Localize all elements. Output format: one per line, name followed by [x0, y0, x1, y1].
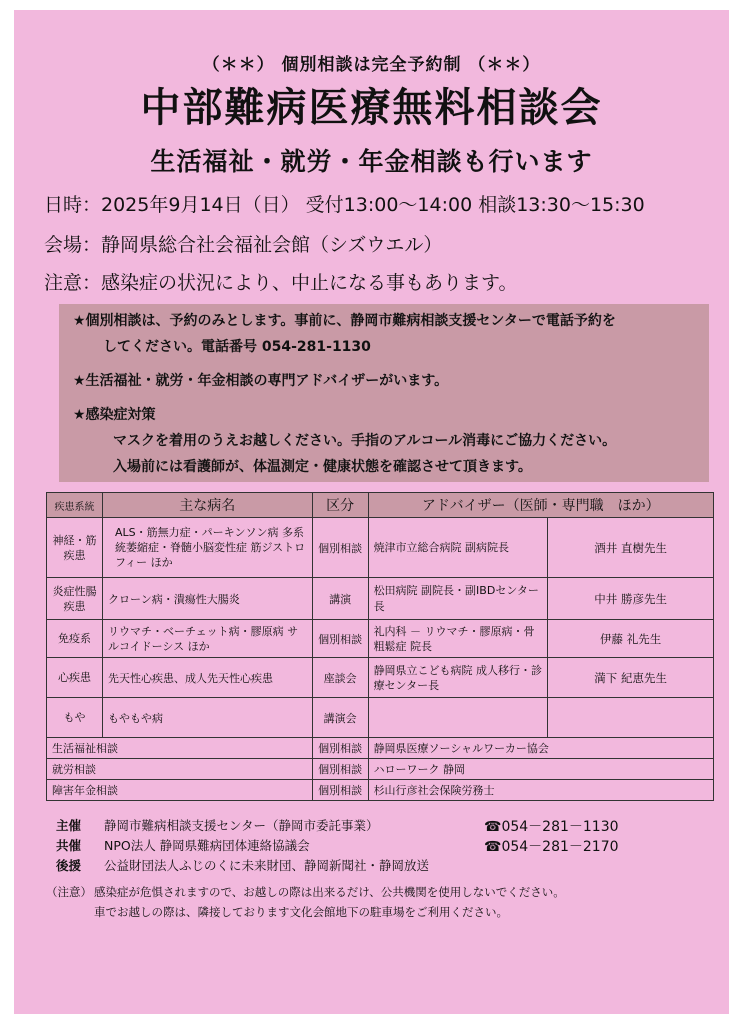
row-organization: ハローワーク 静岡: [368, 759, 713, 780]
footer-cohost-name: NPO法人 静岡県難病団体連絡協議会: [103, 838, 310, 853]
row-doctor: 中井 勝彦先生: [548, 578, 714, 620]
notice-infection-title: ★感染症対策: [73, 407, 156, 423]
row-type: 個別相談: [312, 620, 368, 658]
row-category: 炎症性腸疾患: [47, 578, 103, 620]
row-category: 心疾患: [47, 658, 103, 698]
row-organization: 礼内科 － リウマチ・膠原病・骨粗鬆症 院長: [368, 620, 548, 658]
row-type: 座談会: [312, 658, 368, 698]
row-doctor: 伊藤 礼先生: [548, 620, 714, 658]
event-note: 注意：感染症の状況により、中止になる事もあります。: [44, 272, 518, 294]
caution-line2: 車でお越しの際は、隣接しております文化会館地下の駐車場をご利用ください。: [94, 905, 508, 919]
col-header-type: 区分: [312, 493, 368, 518]
notice-reservation: [59, 304, 709, 364]
row-label: 生活福祉相談: [47, 738, 313, 759]
caution-text1: 感染症が危惧されますので、お越しの際は出来るだけ、公共機関を使用しないでください。: [94, 885, 565, 899]
row-disease: 先天性心疾患、成人先天性心疾患: [102, 658, 312, 698]
table-row: [47, 780, 714, 801]
col-header-advisor: アドバイザー（医師・専門職 ほか）: [368, 493, 713, 518]
row-type: 講演: [312, 578, 368, 620]
row-organization: 静岡県医療ソーシャルワーカー協会: [368, 738, 713, 759]
row-organization: [368, 698, 548, 738]
row-type: 講演会: [312, 698, 368, 738]
notice-infection-line1: マスクを着用のうえお越しください。手指のアルコール消毒にご協力ください。: [113, 433, 617, 449]
row-type: 個別相談: [312, 738, 368, 759]
notice-infection-line2: 入場前には看護師が、体温測定・健康状態を確認させて頂きます。: [113, 459, 532, 475]
page-title: 中部難病医療無料相談会: [140, 85, 603, 131]
footer-cohost: [56, 836, 619, 855]
footer-host: [56, 816, 619, 835]
notice-reservation-line2: してください。電話番号 054-281-1130: [103, 339, 371, 355]
event-venue: 会場：静岡県総合社会福祉会館（シズウエル）: [44, 234, 443, 256]
footer-cohost-phone: ☎054－281－2170: [484, 839, 619, 855]
table-row: [47, 738, 714, 759]
footer-support-name: 公益財団法人ふじのくに未来財団、静岡新聞社・静岡放送: [103, 858, 429, 873]
table-row: [47, 578, 714, 620]
row-doctor: 満下 紀恵先生: [548, 658, 714, 698]
notice-advisors-text: ★生活福祉・就労・年金相談の専門アドバイザーがいます。: [73, 373, 449, 389]
row-category: もや: [47, 698, 103, 738]
flyer-sheet: [14, 10, 729, 1014]
page-subtitle: 生活福祉・就労・年金相談も行います: [150, 147, 593, 176]
row-category: 神経・筋疾患: [47, 518, 103, 578]
row-type: 個別相談: [312, 780, 368, 801]
footer-host-label: 主催: [56, 818, 82, 833]
table-row: [47, 518, 714, 578]
row-organization: 静岡県立こども病院 成人移行・診療センター長: [368, 658, 548, 698]
table-header-row: [47, 493, 714, 518]
footer-cohost-label: 共催: [56, 838, 82, 853]
notice-reservation-line1: ★個別相談は、予約のみとします。事前に、静岡市難病相談支援センターで電話予約を: [73, 313, 616, 329]
notice-advisors: [59, 364, 709, 398]
table-row: [47, 620, 714, 658]
footer-host-phone: ☎054－281－1130: [484, 819, 619, 835]
event-date: 日時：2025年9月14日（日） 受付13:00～14:00 相談13:30～15:30: [44, 194, 645, 216]
row-disease: ALS・筋無力症・パーキンソン病 多系統萎縮症・脊髄小脳変性症 筋ジストロフィー ほか: [102, 518, 312, 578]
table-row: [47, 698, 714, 738]
caution-label: （注意）: [46, 885, 92, 899]
caution-line1: [46, 884, 565, 900]
row-doctor: 酒井 直樹先生: [548, 518, 714, 578]
table-row: [47, 658, 714, 698]
reservation-notice: （＊＊） 個別相談は完全予約制 （＊＊）: [202, 55, 541, 75]
footer-support-label: 後援: [56, 858, 82, 873]
row-doctor: [548, 698, 714, 738]
row-category: 免疫系: [47, 620, 103, 658]
table-row: [47, 759, 714, 780]
footer-host-name: 静岡市難病相談支援センター（静岡市委託事業）: [103, 818, 379, 833]
footer-support: [56, 856, 429, 874]
col-header-category: 疾患系統: [47, 493, 103, 518]
row-type: 個別相談: [312, 759, 368, 780]
advisor-table: [46, 492, 714, 801]
row-disease: リウマチ・ベーチェット病・膠原病 サルコイドーシス ほか: [102, 620, 312, 658]
row-label: 障害年金相談: [47, 780, 313, 801]
notice-infection: [59, 398, 709, 482]
col-header-disease: 主な病名: [102, 493, 312, 518]
row-type: 個別相談: [312, 518, 368, 578]
row-organization: 焼津市立総合病院 副病院長: [368, 518, 548, 578]
row-label: 就労相談: [47, 759, 313, 780]
row-organization: 松田病院 副院長・副IBDセンター長: [368, 578, 548, 620]
row-disease: クローン病・潰瘍性大腸炎: [102, 578, 312, 620]
row-disease: もやもや病: [102, 698, 312, 738]
row-organization: 杉山行彦社会保険労務士: [368, 780, 713, 801]
